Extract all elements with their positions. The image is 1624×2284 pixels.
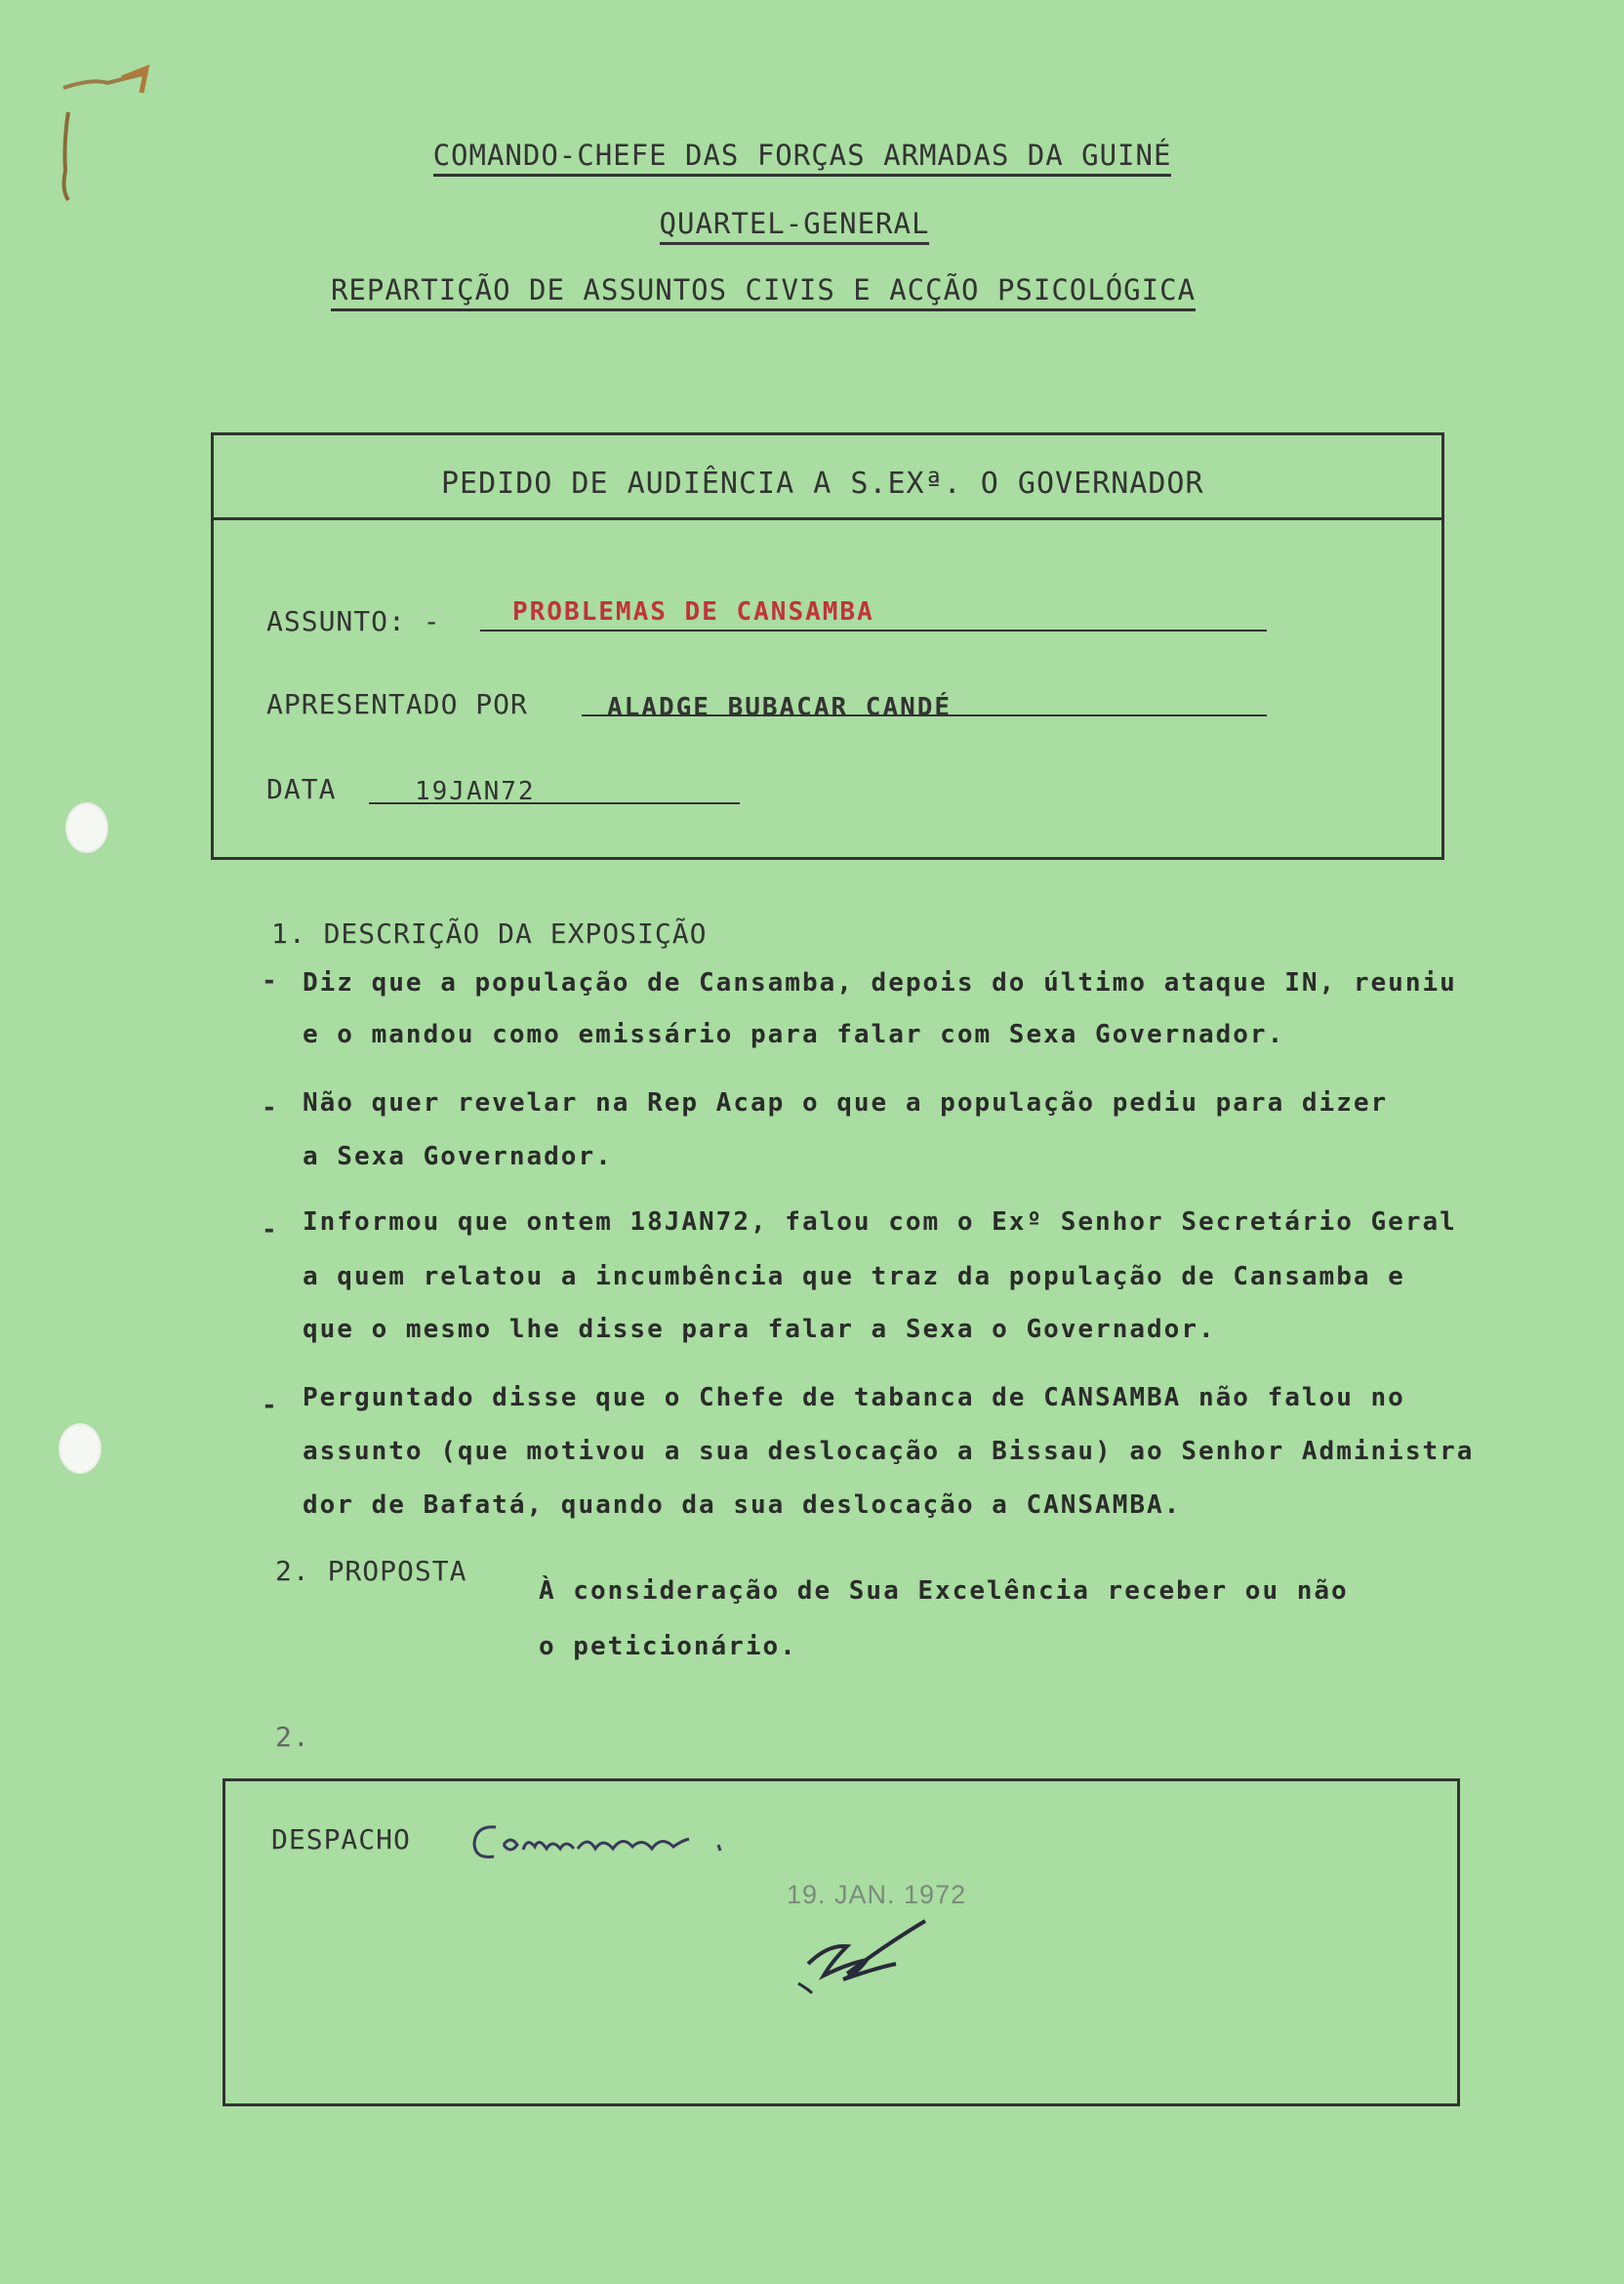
assunto-label: ASSUNTO: - [266,605,441,637]
data-value: 19JAN72 [415,777,536,806]
request-box-divider [211,517,1441,520]
assunto-underline [480,630,1267,632]
section2-line-1: À consideração de Sua Excelência receber ou não [539,1576,1349,1606]
data-label: DATA [266,773,337,805]
bullet-marker: - [262,1215,277,1244]
header-quartel-text: QUARTEL-GENERAL [660,207,930,245]
assunto-value: PROBLEMAS DE CANSAMBA [512,597,874,627]
section1-item-2-line-1: Não quer revelar na Rep Acap o que a população pediu para dizer [303,1088,1389,1118]
section1-item-4-line-1: Perguntado disse que o Chefe de tabanca de CANSAMBA não falou no [303,1383,1405,1412]
section1-item-2-line-2: a Sexa Governador. [303,1142,613,1171]
section2-line-2: o peticionário. [539,1632,797,1661]
header-repartition-text: REPARTIÇÃO DE ASSUNTOS CIVIS E ACÇÃO PSICOLÓGICA [331,273,1196,311]
bullet-marker: - [262,966,277,996]
staple-mark-icon [54,54,161,210]
data-underline [369,802,740,804]
handwritten-convocar [467,1806,750,1874]
section1-item-4-line-2: assunto (que motivou a sua deslocação a Bissau) ao Senhor Administra [303,1437,1475,1466]
signature-mark [789,1915,954,2003]
header-command [0,139,1614,172]
punch-hole-bottom [59,1423,102,1474]
header-command-text: COMANDO-CHEFE DAS FORÇAS ARMADAS DA GUINÉ [433,139,1172,177]
section1-item-1-line-1: Diz que a população de Cansamba, depois do último ataque IN, reuniu [303,968,1457,998]
bullet-marker: - [262,1391,277,1420]
punch-hole-top [65,802,108,853]
apresentado-underline [582,714,1267,716]
stray-number: 2. [275,1721,310,1753]
section1-item-3-line-1: Informou que ontem 18JAN72, falou com o Exº Senhor Secretário Geral [303,1207,1457,1237]
section1-item-4-line-3: dor de Bafatá, quando da sua deslocação a CANSAMBA. [303,1490,1182,1520]
request-title: PEDIDO DE AUDIÊNCIA A S.EXª. O GOVERNADOR [441,467,1204,501]
stamp-date: 19. JAN. 1972 [787,1880,967,1909]
section2-title: 2. PROPOSTA [275,1555,467,1587]
section1-item-1-line-2: e o mandou como emissário para falar com Sexa Governador. [303,1020,1285,1049]
section1-title: 1. DESCRIÇÃO DA EXPOSIÇÃO [271,918,708,950]
apresentado-value: ALADGE BUBACAR CANDÉ [607,693,953,722]
header-repartition [0,273,1575,306]
section1-item-3-line-2: a quem relatou a incumbência que traz da população de Cansamba e [303,1262,1405,1291]
apresentado-label: APRESENTADO POR [266,688,528,720]
bullet-marker: - [262,1093,277,1122]
despacho-label: DESPACHO [271,1823,411,1856]
section1-item-3-line-3: que o mesmo lhe disse para falar a Sexa o Governador. [303,1315,1216,1344]
header-quartel [0,207,1606,240]
